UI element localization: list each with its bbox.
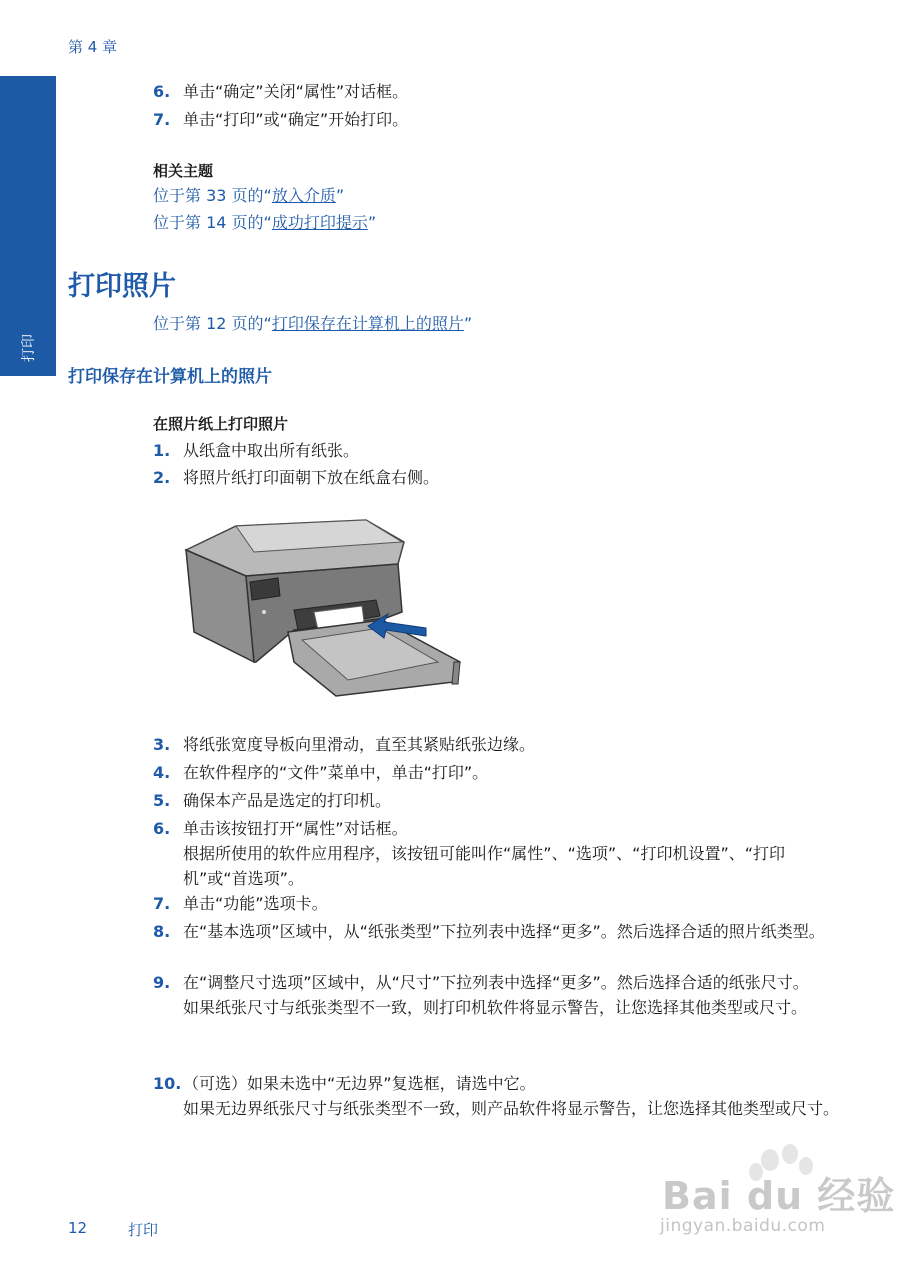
section-title: 打印照片 [68, 271, 176, 302]
related-topics-heading: 相关主题 [153, 162, 214, 180]
chapter-label: 第 4 章 [68, 38, 118, 56]
link-load-media[interactable]: 放入介质 [271, 186, 336, 205]
step-item: 2. 将照片纸打印面朝下放在纸盒右侧。 [153, 468, 440, 487]
step-item: 1. 从纸盒中取出所有纸张。 [153, 441, 360, 460]
step-item: 7. 单击“功能”选项卡。 [153, 894, 328, 913]
watermark-brand: Bai du 经验 [662, 1174, 896, 1218]
watermark-url: jingyan.baidu.com [660, 1216, 826, 1236]
printer-illustration [176, 512, 466, 697]
procedure-heading: 在照片纸上打印照片 [153, 415, 289, 433]
side-tab-label: 打印 [21, 334, 37, 362]
subsection-title: 打印保存在计算机上的照片 [68, 367, 272, 387]
step-item: 10. （可选）如果未选中“无边界”复选框，请选中它。 如果无边界纸张尺寸与纸张类型不一致，则产品软件将显示警告，让您选择其他类型或尺寸。 [153, 1074, 840, 1118]
link-print-tips[interactable]: 成功打印提示 [271, 213, 368, 232]
step-item: 5. 确保本产品是选定的打印机。 [153, 791, 392, 810]
step-item: 8. 在“基本选项”区域中，从“纸张类型”下拉列表中选择“更多”。然后选择合适的照片纸类型。 [153, 922, 825, 941]
step-item: 7. 单击“打印”或“确定”开始打印。 [153, 110, 409, 129]
related-link[interactable]: 位于第 33 页的“放入介质” [153, 186, 345, 205]
link-print-photos[interactable]: 打印保存在计算机上的照片 [271, 314, 464, 333]
section-ref[interactable]: 位于第 12 页的“打印保存在计算机上的照片” [153, 314, 473, 333]
step-item: 3. 将纸张宽度导板向里滑动，直至其紧贴纸张边缘。 [153, 735, 536, 754]
step-item: 9. 在“调整尺寸选项”区域中，从“尺寸”下拉列表中选择“更多”。然后选择合适的纸张尺寸。 如果纸张尺寸与纸张类型不一致，则打印机软件将显示警告，让您选择其他类型或尺寸。 [153, 973, 809, 1017]
step-item: 6. 单击该按钮打开“属性”对话框。 根据所使用的软件应用程序，该按钮可能叫作“属性”、“选项”、“打印机设置”、“打印机”或“首选项”。 [153, 819, 786, 888]
step-item: 4. 在软件程序的“文件”菜单中，单击“打印”。 [153, 763, 489, 782]
step-item: 6. 单击“确定”关闭“属性”对话框。 [153, 82, 409, 101]
related-link[interactable]: 位于第 14 页的“成功打印提示” [153, 213, 377, 232]
page-number: 12 [68, 1219, 88, 1237]
footer-title: 打印 [128, 1221, 159, 1239]
